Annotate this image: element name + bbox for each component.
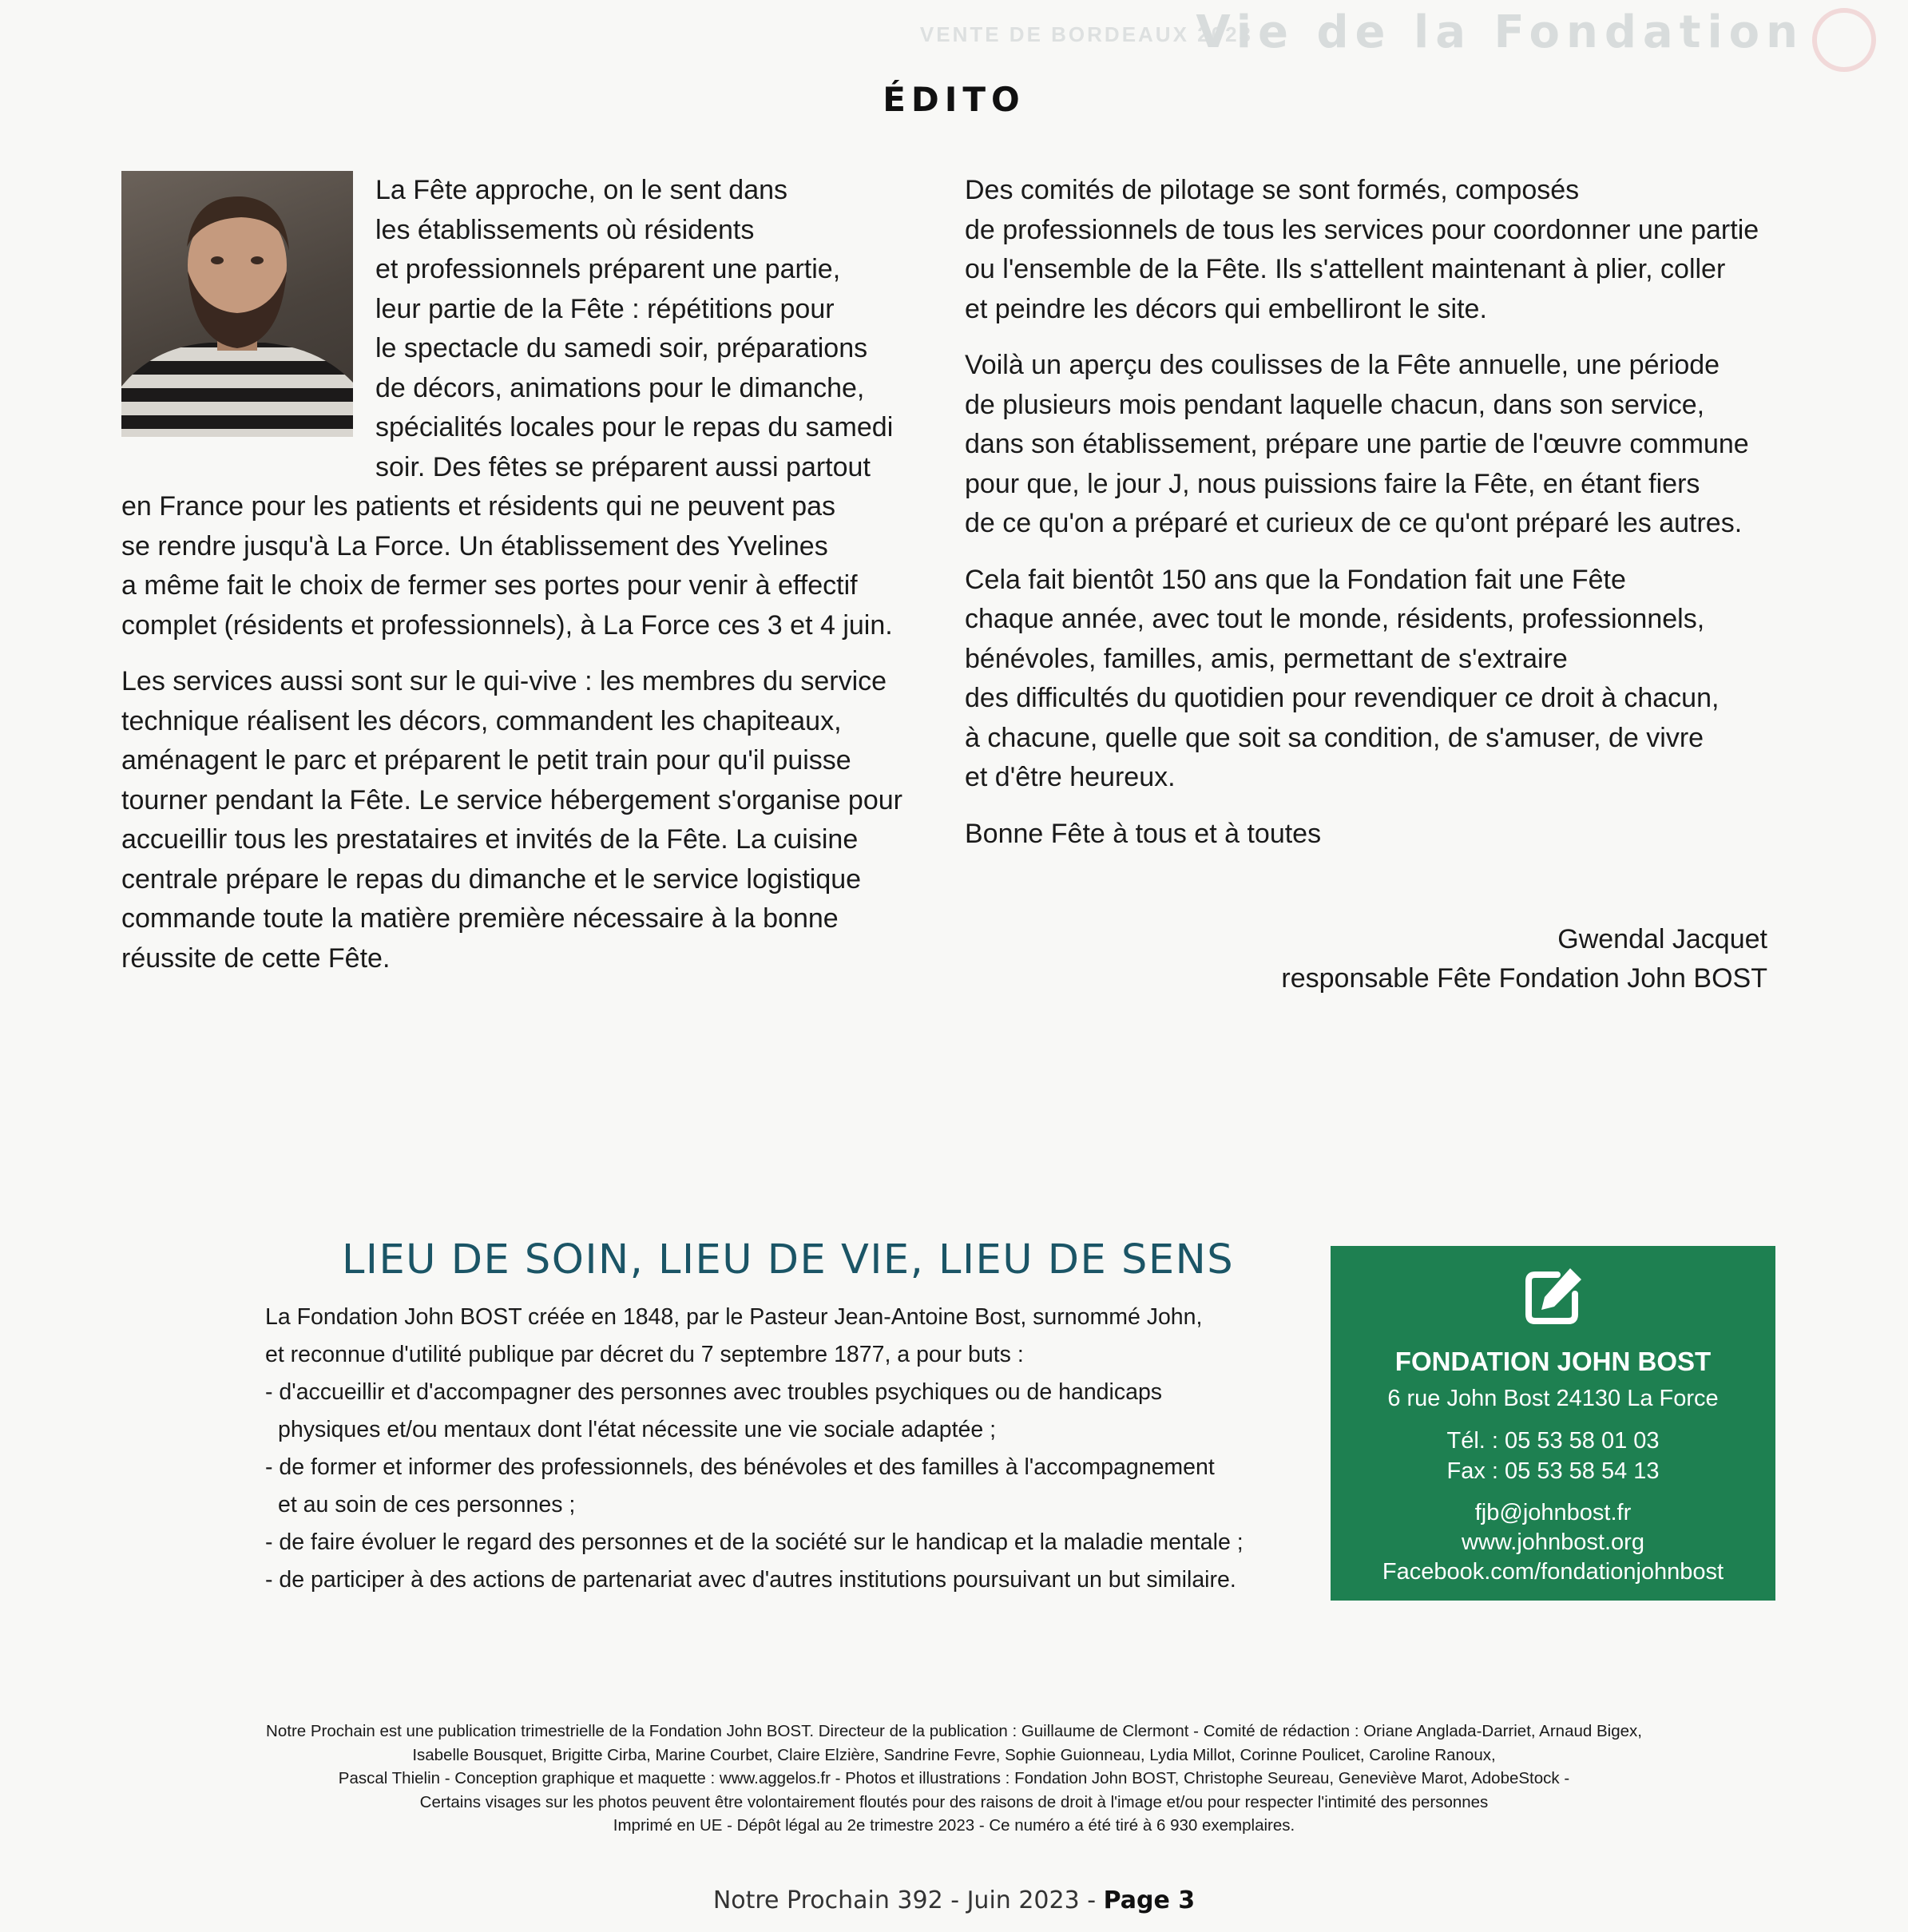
text-line: en France pour les patients et résidents qui ne peuvent pas xyxy=(121,491,836,522)
page-footer xyxy=(0,1886,1908,1914)
contact-facebook[interactable]: Facebook.com/fondationjohnbost xyxy=(1382,1559,1724,1585)
edito-column-2 xyxy=(965,171,1795,854)
text-line: bénévoles, familles, amis, permettant de s'extraire xyxy=(965,643,1568,674)
text-line: a même fait le choix de fermer ses portes pour venir à effectif xyxy=(121,570,858,601)
text-line: de ce qu'on a préparé et curieux de ce qu'ont préparé les autres. xyxy=(965,508,1743,538)
edito-paragraph-2 xyxy=(121,662,920,978)
lieu-line: - d'accueillir et d'accompagner des personnes avec troubles psychiques ou de handicaps xyxy=(265,1379,1163,1405)
text-line: Des comités de pilotage se sont formés, composés xyxy=(965,175,1580,205)
signature xyxy=(1281,920,1767,998)
ghost-logo-icon xyxy=(1812,8,1876,72)
lieu-line: physiques et/ou mentaux dont l'état nécessite une vie sociale adaptée ; xyxy=(278,1417,997,1442)
text-line: le spectacle du samedi soir, préparations xyxy=(375,333,868,363)
portrait-spacer xyxy=(121,171,375,479)
lieu-line: - de participer à des actions de partenariat avec d'autres institutions poursuivant un but similaire. xyxy=(265,1567,1236,1593)
credits-line: Imprimé en UE - Dépôt légal au 2e trimestre 2023 - Ce numéro a été tiré à 6 930 exemplaires. xyxy=(613,1816,1295,1835)
signature-role: responsable Fête Fondation John BOST xyxy=(1281,963,1767,994)
publication-credits xyxy=(0,1720,1908,1838)
footer-page-number: Page 3 xyxy=(1103,1886,1196,1914)
text-line: spécialités locales pour le repas du samedi xyxy=(375,412,894,442)
text-line: centrale prépare le repas du dimanche et le service logistique xyxy=(121,863,862,895)
text-line: aménagent le parc et préparent le petit train pour qu'il puisse xyxy=(121,745,851,776)
text-line: et peindre les décors qui embelliront le site. xyxy=(965,293,1487,324)
edito-paragraph-4 xyxy=(965,346,1795,544)
text-line: de professionnels de tous les services pour coordonner une partie xyxy=(965,214,1759,245)
text-line: technique réalisent les décors, commandent les chapiteaux, xyxy=(121,705,842,736)
signature-name: Gwendal Jacquet xyxy=(1557,924,1767,954)
text-line: Cela fait bientôt 150 ans que la Fondation fait une Fête xyxy=(965,564,1626,595)
text-line: dans son établissement, prépare une partie de l'œuvre commune xyxy=(965,429,1749,459)
edito-paragraph-5 xyxy=(965,561,1795,798)
text-line: de décors, animations pour le dimanche, xyxy=(375,372,865,403)
contact-email[interactable]: fjb@johnbost.fr xyxy=(1474,1500,1632,1525)
text-line: ou l'ensemble de la Fête. Ils s'attellent maintenant à plier, coller xyxy=(965,254,1726,284)
text-line: La Fête approche, on le sent dans xyxy=(375,175,788,205)
edito-closing: Bonne Fête à tous et à toutes xyxy=(965,818,1322,849)
text-line: leur partie de la Fête : répétitions pour xyxy=(375,293,835,324)
footer-publication: Notre Prochain 392 - Juin 2023 - xyxy=(712,1886,1097,1914)
text-line: et d'être heureux. xyxy=(965,762,1176,792)
text-line: Les services aussi sont sur le qui-vive : les membres du service xyxy=(121,666,887,696)
text-line: complet (résidents et professionnels), à La Force ces 3 et 4 juin. xyxy=(121,609,893,641)
lieu-section-body xyxy=(265,1299,1248,1599)
credits-line: Pascal Thielin - Conception graphique et maquette : www.aggelos.fr - Photos et illustrations : Fondation John BOST, Christophe Seureau, Geneviève Marot, AdobeStock - xyxy=(338,1769,1570,1787)
lieu-line: La Fondation John BOST créée en 1848, par le Pasteur Jean-Antoine Bost, surnommé John, xyxy=(265,1304,1203,1330)
text-line: soir. Des fêtes se préparent aussi partout xyxy=(375,451,871,482)
text-line: Voilà un aperçu des coulisses de la Fête annuelle, une période xyxy=(965,350,1720,380)
text-line: tourner pendant la Fête. Le service hébergement s'organise pour xyxy=(121,784,902,815)
contact-name: FONDATION JOHN BOST xyxy=(1394,1347,1712,1376)
edito-paragraph-3 xyxy=(965,171,1795,329)
contact-box xyxy=(1331,1246,1775,1601)
contact-fax: Fax : 05 53 58 54 13 xyxy=(1446,1458,1660,1484)
lieu-section-title: LIEU DE SOIN, LIEU DE VIE, LIEU DE SENS xyxy=(342,1236,1235,1283)
text-line: chaque année, avec tout le monde, résidents, professionnels, xyxy=(965,604,1705,634)
edit-icon xyxy=(1521,1264,1586,1329)
credits-line: Notre Prochain est une publication trimestrielle de la Fondation John BOST. Directeur de la publication : Guillaume de Clermont - Comité de rédaction : Oriane Anglada-Darriet, Arnaud Bigex, xyxy=(266,1722,1642,1740)
text-line: des difficultés du quotidien pour revendiquer ce droit à chacun, xyxy=(965,683,1720,713)
text-line: accueillir tous les prestataires et invités de la Fête. La cuisine xyxy=(121,824,859,855)
lieu-line: - de faire évoluer le regard des personnes et de la société sur le handicap et la maladie mentale ; xyxy=(265,1529,1244,1555)
text-line: pour que, le jour J, nous puissions faire la Fête, en étant fiers xyxy=(965,468,1700,499)
lieu-line: - de former et informer des professionnels, des bénévoles et des familles à l'accompagnement xyxy=(265,1454,1215,1480)
credits-line: Certains visages sur les photos peuvent être volontairement floutés pour des raisons de droit à l'image et/ou pour respecter l'intimité des personnes xyxy=(419,1792,1489,1811)
text-line: réussite de cette Fête. xyxy=(121,942,391,974)
text-line: se rendre jusqu'à La Force. Un établissement des Yvelines xyxy=(121,530,828,561)
contact-tel: Tél. : 05 53 58 01 03 xyxy=(1446,1428,1660,1454)
text-line: à chacune, quelle que soit sa condition, de s'amuser, de vivre xyxy=(965,722,1704,753)
contact-website[interactable]: www.johnbost.org xyxy=(1462,1529,1644,1555)
lieu-line: et reconnue d'utilité publique par décret du 7 septembre 1877, a pour buts : xyxy=(265,1342,1024,1367)
text-line: de plusieurs mois pendant laquelle chacun, dans son service, xyxy=(965,389,1705,420)
ghost-section-title: Vie de la Fondation xyxy=(1196,6,1804,58)
text-line: commande toute la matière première nécessaire à la bonne xyxy=(121,903,839,934)
lieu-line: et au soin de ces personnes ; xyxy=(278,1492,576,1517)
text-line: et professionnels préparent une partie, xyxy=(375,254,841,284)
edito-title: ÉDITO xyxy=(883,80,1025,119)
edito-column-1 xyxy=(121,171,920,978)
contact-address: 6 rue John Bost 24130 La Force xyxy=(1387,1386,1719,1411)
text-line: les établissements où résidents xyxy=(375,214,755,245)
ghost-section-subtitle: VENTE DE BORDEAUX 2023 xyxy=(919,22,1253,46)
credits-line: Isabelle Bousquet, Brigitte Cirba, Marine Courbet, Claire Elzière, Sandrine Fevre, Sophie Guionneau, Lydia Millot, Corinne Poulicet, Caroline Ranoux, xyxy=(412,1745,1496,1764)
